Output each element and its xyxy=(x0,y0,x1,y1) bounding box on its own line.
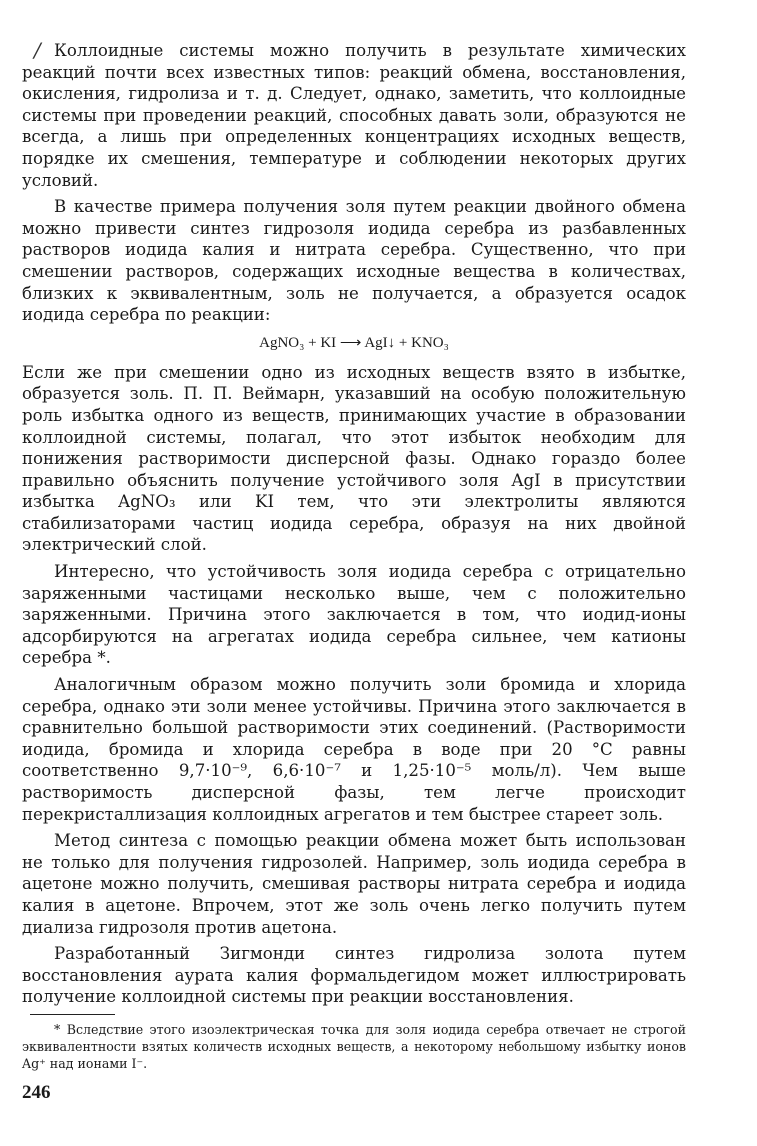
paragraph-6: Метод синтеза с помощью реакции обмена может быть использован не только для получения гидрозолей. Например, золь иодида серебра в ацетоне можно получить, смешивая растворы нитрата серебра и иодида калия в ацетоне. Впрочем, этот же золь очень легко получить путем диализа гидрозоля против ацетона. xyxy=(22,831,686,937)
paragraph-1: Коллоидные системы можно получить в результате химических реакций почти всех известных типов: реакций обмена, восстановления, окисления, гидролиза и т. д. Следует, однако, заметить, что коллоидные системы при проведении реакций, способных давать золи, образуются не всегда, а лишь при определенных концентрациях исходных веществ, порядке их смешения, температуре и соблюдении некоторых других условий. xyxy=(22,41,686,190)
footnote-divider xyxy=(30,1014,115,1015)
paragraph-4: Интересно, что устойчивость золя иодида серебра с отрицательно заряженными частицами несколько выше, чем с положительно заряженными. Причина этого заключается в том, что иодид-ионы адсорбируются на агрегатах иодида серебра сильнее, чем катионы серебра *. xyxy=(22,562,686,668)
paragraph-2: В качестве примера получения золя путем реакции двойного обмена можно привести синтез гидрозоля иодида серебра из разбавленных растворов иодида калия и нитрата серебра. Существенно, что при смешении растворов, содержащих исходные вещества в количествах, близких к эквивалентным, золь не получается, а образуется осадок иодида серебра по реакции: xyxy=(22,197,686,325)
margin-mark: / xyxy=(34,38,41,62)
footnote: * Вследствие этого изоэлектрическая точка для золя иодида серебра отвечает не строгой эквивалентности взятых количеств исходных веществ, а некоторому небольшому избытку ионов Ag⁺ над ионами I⁻. xyxy=(22,1021,686,1071)
reaction-equation: AgNO₃ + KI ⟶ AgI↓ + KNO₃ xyxy=(259,334,449,351)
paragraph-5: Аналогичным образом можно получить золи бромида и хлорида серебра, однако эти золи менее устойчивы. Причина этого заключается в сравнительно большой растворимости этих соединений. (Растворимости иодида, бромида и хлорида серебра в воде при 20 °С равны соответственно 9,7·10⁻⁹, 6,6·10⁻⁷ и 1,25·10⁻⁵ моль/л). Чем выше растворимость дисперсной фазы, тем легче происходит перекристаллизация коллоидных агрегатов и тем быстрее стареет золь. xyxy=(22,675,686,824)
paragraph-3: Если же при смешении одно из исходных веществ взято в избытке, образуется золь. П. П. Веймарн, указавший на особую положительную роль избытка одного из веществ, принимающих участие в образовании коллоидной системы, полагал, что этот избыток необходим для понижения растворимости дисперсной фазы. Однако гораздо более правильно объяснить получение устойчивого золя AgI в присутствии избытка AgNO₃ или KI тем, что эти электролиты являются стабилизаторами частиц иодида серебра, образуя на них двойной электрический слой. xyxy=(22,362,686,555)
page-body xyxy=(22,40,686,1072)
page-number: 246 xyxy=(22,1082,51,1103)
paragraph-7: Разработанный Зигмонди синтез гидролиза золота путем восстановления аурата калия формальдегидом может иллюстрировать получение коллоидной системы при реакции восстановления. xyxy=(22,944,686,1007)
